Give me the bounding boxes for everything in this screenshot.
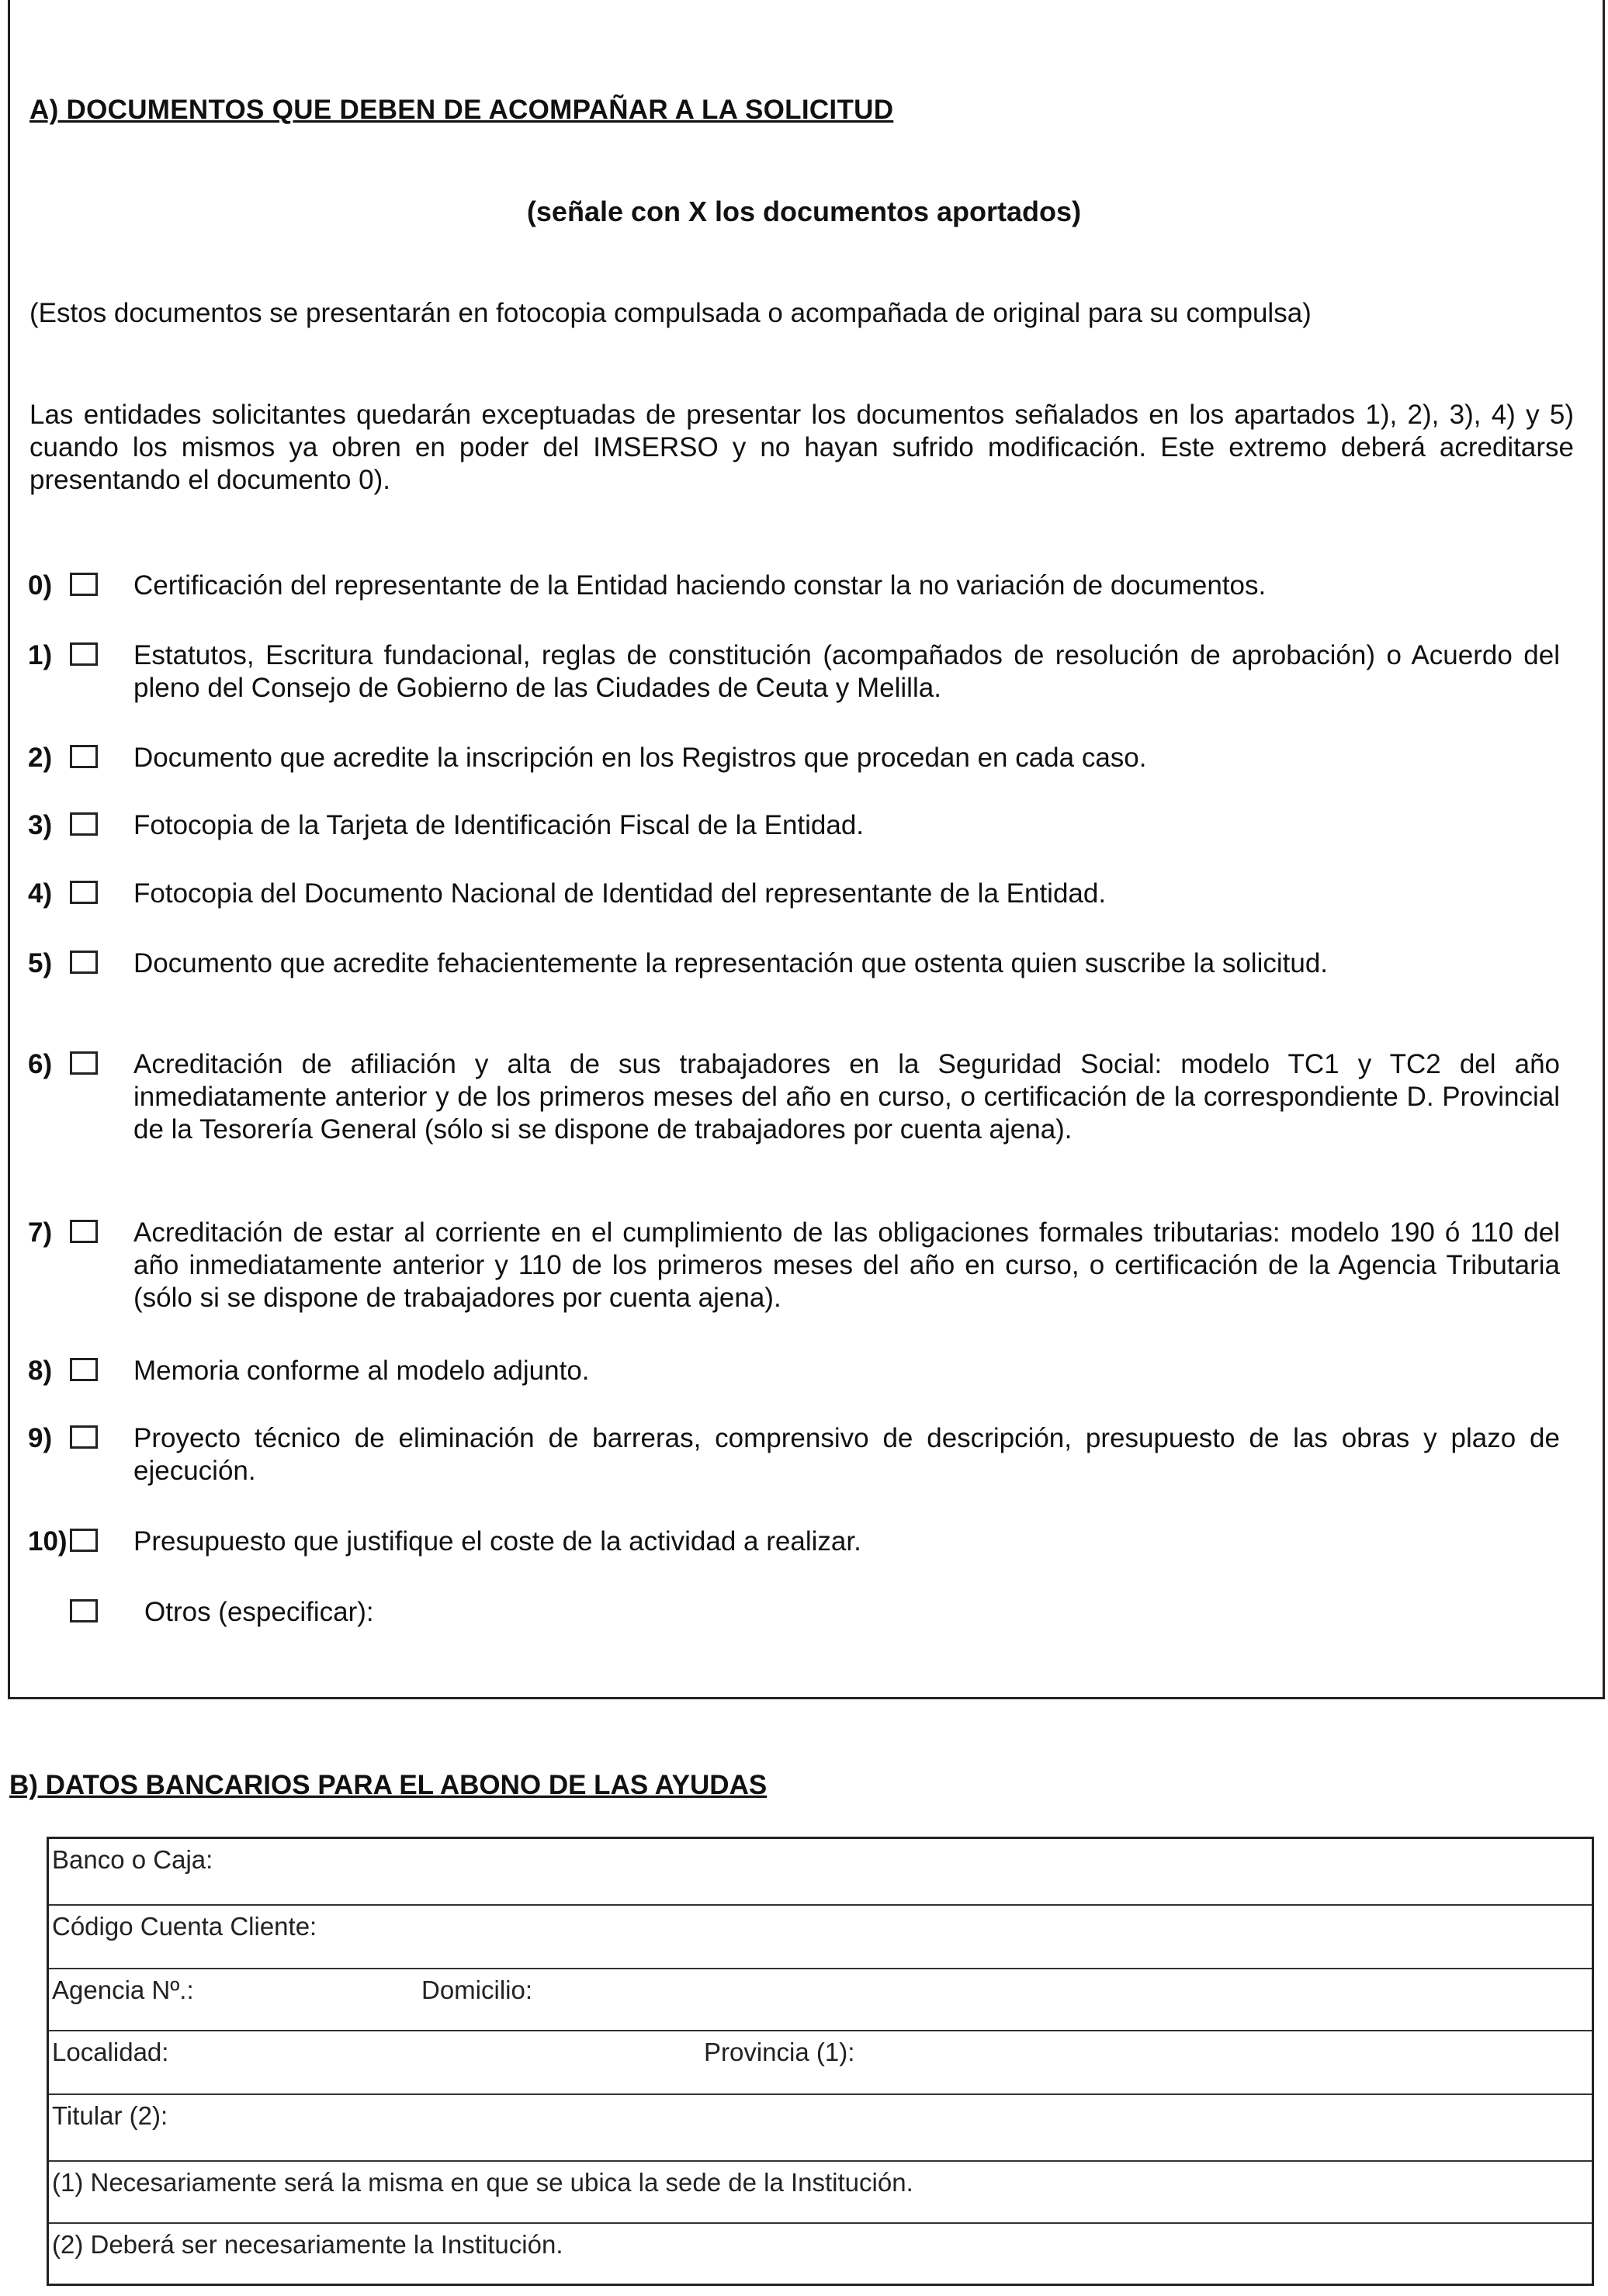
document-checkbox-7[interactable] (70, 1220, 98, 1243)
item-number: 9) (28, 1423, 53, 1453)
account-code-row[interactable] (49, 1906, 1592, 1969)
item-text: Acreditación de estar al corriente en el cumplimiento de las obligaciones formales tributarias: modelo 190 ó 110 del año inmediatamente anterior y 110 de los primeros meses del año en curso, o certificación de la Agencia Tributaria (sólo si se dispone de trabajadores por cuenta ajena). (133, 1217, 1560, 1313)
bank-label: Banco o Caja: (52, 1845, 213, 1874)
footnote-2: (2) Deberá ser necesariamente la Institución. (52, 2230, 563, 2259)
item-text: Documento que acredite fehacientemente la representación que ostenta quien suscribe la solicitud. (133, 948, 1329, 978)
item-text: Otros (especificar): (144, 1597, 374, 1627)
photocopy-note: (Estos documentos se presentarán en fotocopia compulsada o acompañada de original para su compulsa) (29, 298, 1312, 328)
document-checkbox-5[interactable] (70, 951, 98, 974)
document-checkbox-10[interactable] (70, 1529, 98, 1552)
item-number: 5) (28, 948, 53, 978)
item-number: 8) (28, 1356, 53, 1386)
item-text: Fotocopia del Documento Nacional de Identidad del representante de la Entidad. (133, 878, 1107, 909)
bank-details-table (47, 1837, 1594, 2286)
document-checkbox-1[interactable] (70, 642, 98, 666)
item-number: 0) (28, 570, 53, 601)
locality-label: Localidad: (52, 2038, 169, 2066)
account-code-label: Código Cuenta Cliente: (52, 1912, 317, 1941)
exemption-paragraph: Las entidades solicitantes quedarán exceptuadas de presentar los documentos señalados en los apartados 1), 2), 3), 4) y 5) cuando los mismos ya obren en poder del IMSERSO y no hayan sufrido modificación. Este extremo deberá acreditarse presentando el documento 0). (29, 400, 1574, 495)
footnote-1-row (49, 2162, 1592, 2224)
document-checkbox-4[interactable] (70, 881, 98, 904)
item-text: Proyecto técnico de eliminación de barreras, comprensivo de descripción, presupuesto de las obras y plazo de ejecución. (133, 1423, 1560, 1486)
document-checkbox-0[interactable] (70, 573, 98, 596)
item-number: 6) (28, 1049, 53, 1079)
item-number: 2) (28, 743, 53, 773)
holder-row[interactable] (49, 2095, 1592, 2162)
agency-row[interactable] (49, 1969, 1592, 2031)
section-a-title: A) DOCUMENTOS QUE DEBEN DE ACOMPAÑAR A LA SOLICITUD (29, 95, 894, 125)
footnote-1: (1) Necesariamente será la misma en que se ubica la sede de la Institución. (52, 2168, 913, 2197)
item-text: Estatutos, Escritura fundacional, reglas de constitución (acompañados de resolución de aprobación) o Acuerdo del pleno del Consejo de Gobierno de las Ciudades de Ceuta y Melilla. (133, 640, 1560, 703)
agency-label: Agencia Nº.: (52, 1976, 194, 2004)
item-text: Documento que acredite la inscripción en los Registros que procedan en cada caso. (133, 743, 1147, 773)
item-text: Acreditación de afiliación y alta de sus trabajadores en la Seguridad Social: modelo TC1 y TC2 del año inmediatamente anterior y de los primeros meses del año en curso, o certificación de la correspondiente D. Provincial de la Tesorería General (sólo si se dispone de trabajadores por cuenta ajena). (133, 1049, 1560, 1145)
province-label: Provincia (1): (704, 2038, 855, 2066)
address-label: Domicilio: (421, 1976, 533, 2004)
document-checkbox-9[interactable] (70, 1425, 98, 1449)
item-number: 7) (28, 1217, 53, 1248)
holder-label: Titular (2): (52, 2101, 168, 2130)
item-number: 10) (28, 1526, 68, 1557)
document-checkbox-6[interactable] (70, 1051, 98, 1075)
footnote-2-row (49, 2224, 1592, 2284)
item-number: 4) (28, 878, 53, 909)
locality-row[interactable] (49, 2031, 1592, 2095)
document-checkbox-8[interactable] (70, 1358, 98, 1381)
item-text: Fotocopia de la Tarjeta de Identificación Fiscal de la Entidad. (133, 810, 865, 840)
item-text: Presupuesto que justifique el coste de la actividad a realizar. (133, 1526, 861, 1557)
document-checkbox-2[interactable] (70, 745, 98, 768)
item-text: Memoria conforme al modelo adjunto. (133, 1356, 590, 1386)
document-checkbox-3[interactable] (70, 812, 98, 836)
item-number: 3) (28, 810, 53, 840)
bank-row[interactable] (49, 1839, 1592, 1906)
section-a-instruction: (señale con X los documentos aportados) (526, 196, 1082, 227)
item-number: 1) (28, 640, 53, 670)
item-text: Certificación del representante de la Entidad haciendo constar la no variación de documentos. (133, 570, 1267, 601)
section-b-title: B) DATOS BANCARIOS PARA EL ABONO DE LAS AYUDAS (9, 1770, 768, 1800)
document-checkbox-other[interactable] (70, 1599, 98, 1622)
